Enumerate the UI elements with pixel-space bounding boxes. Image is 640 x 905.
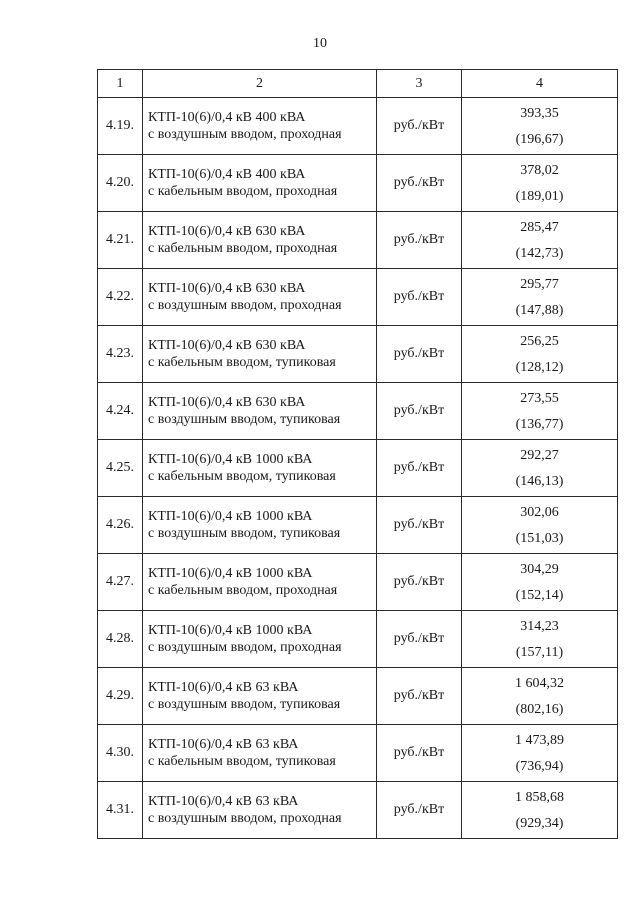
price-value: 292,27 [520, 447, 559, 463]
price-value-parenthetical: (128,12) [515, 359, 564, 375]
row-number: 4.24. [98, 383, 143, 440]
unit: руб./кВт [377, 440, 462, 497]
row-number: 4.29. [98, 668, 143, 725]
item-name-line-2: с кабельным вводом, проходная [148, 184, 338, 199]
unit: руб./кВт [377, 554, 462, 611]
item-name [143, 497, 377, 554]
item-name-line-1: КТП-10(6)/0,4 кВ 630 кВА [148, 224, 306, 239]
item-name [143, 269, 377, 326]
price-value-parenthetical: (736,94) [515, 758, 564, 774]
item-name [143, 725, 377, 782]
price-value-parenthetical: (157,11) [515, 644, 564, 660]
price-value: 256,25 [520, 333, 559, 349]
price [462, 611, 618, 668]
unit: руб./кВт [377, 155, 462, 212]
price-value-parenthetical: (142,73) [515, 245, 564, 261]
table-row [98, 269, 618, 326]
table-row [98, 98, 618, 155]
item-name-line-2: с кабельным вводом, тупиковая [148, 355, 336, 370]
item-name-line-2: с воздушным вводом, тупиковая [148, 412, 341, 427]
price-value: 1 473,89 [515, 732, 564, 748]
price-value-parenthetical: (929,34) [515, 815, 564, 831]
price [462, 326, 618, 383]
item-name-line-1: КТП-10(6)/0,4 кВ 1000 кВА [148, 509, 313, 524]
item-name-line-2: с кабельным вводом, проходная [148, 241, 338, 256]
price-value: 378,02 [520, 162, 559, 178]
column-header-2: 2 [143, 70, 377, 98]
item-name [143, 554, 377, 611]
unit: руб./кВт [377, 668, 462, 725]
price-value: 1 858,68 [515, 789, 564, 805]
price [462, 155, 618, 212]
column-header-1: 1 [98, 70, 143, 98]
item-name-line-2: с кабельным вводом, тупиковая [148, 754, 336, 769]
item-name-line-1: КТП-10(6)/0,4 кВ 63 кВА [148, 737, 299, 752]
page-number: 10 [313, 36, 327, 51]
item-name [143, 440, 377, 497]
price [462, 497, 618, 554]
unit: руб./кВт [377, 326, 462, 383]
item-name [143, 611, 377, 668]
item-name-line-1: КТП-10(6)/0,4 кВ 1000 кВА [148, 566, 313, 581]
item-name [143, 383, 377, 440]
unit: руб./кВт [377, 725, 462, 782]
price-value: 304,29 [520, 561, 559, 577]
unit: руб./кВт [377, 497, 462, 554]
row-number: 4.31. [98, 782, 143, 839]
row-number: 4.25. [98, 440, 143, 497]
item-name-line-2: с воздушным вводом, проходная [148, 640, 342, 655]
item-name [143, 668, 377, 725]
price-value: 314,23 [520, 618, 559, 634]
row-number: 4.27. [98, 554, 143, 611]
price-value: 393,35 [520, 105, 559, 121]
table-row [98, 668, 618, 725]
price-value-parenthetical: (196,67) [515, 131, 564, 147]
row-number: 4.20. [98, 155, 143, 212]
table-row [98, 383, 618, 440]
item-name [143, 212, 377, 269]
item-name-line-1: КТП-10(6)/0,4 кВ 630 кВА [148, 395, 306, 410]
tariff-table [97, 69, 618, 839]
unit: руб./кВт [377, 269, 462, 326]
item-name-line-2: с воздушным вводом, проходная [148, 298, 342, 313]
table-row [98, 155, 618, 212]
header-row [98, 70, 618, 98]
row-number: 4.30. [98, 725, 143, 782]
item-name-line-2: с кабельным вводом, проходная [148, 583, 338, 598]
row-number: 4.28. [98, 611, 143, 668]
price-value: 1 604,32 [515, 675, 564, 691]
item-name-line-1: КТП-10(6)/0,4 кВ 1000 кВА [148, 452, 313, 467]
price-value: 273,55 [520, 390, 559, 406]
unit: руб./кВт [377, 383, 462, 440]
price-value-parenthetical: (136,77) [515, 416, 564, 432]
price-value: 302,06 [520, 504, 559, 520]
table-row [98, 326, 618, 383]
price-value: 285,47 [520, 219, 559, 235]
table-row [98, 212, 618, 269]
row-number: 4.21. [98, 212, 143, 269]
price [462, 269, 618, 326]
price [462, 212, 618, 269]
column-header-4: 4 [462, 70, 618, 98]
price-value-parenthetical: (146,13) [515, 473, 564, 489]
table-row [98, 782, 618, 839]
unit: руб./кВт [377, 611, 462, 668]
row-number: 4.22. [98, 269, 143, 326]
item-name [143, 155, 377, 212]
price [462, 725, 618, 782]
item-name-line-1: КТП-10(6)/0,4 кВ 63 кВА [148, 794, 299, 809]
price-value-parenthetical: (802,16) [515, 701, 564, 717]
price [462, 782, 618, 839]
table-row [98, 497, 618, 554]
item-name-line-2: с воздушным вводом, проходная [148, 127, 342, 142]
price [462, 383, 618, 440]
item-name-line-2: с кабельным вводом, тупиковая [148, 469, 336, 484]
price [462, 98, 618, 155]
item-name-line-1: КТП-10(6)/0,4 кВ 630 кВА [148, 338, 306, 353]
row-number: 4.26. [98, 497, 143, 554]
item-name [143, 98, 377, 155]
item-name-line-1: КТП-10(6)/0,4 кВ 400 кВА [148, 110, 306, 125]
item-name-line-1: КТП-10(6)/0,4 кВ 400 кВА [148, 167, 306, 182]
item-name-line-1: КТП-10(6)/0,4 кВ 1000 кВА [148, 623, 313, 638]
unit: руб./кВт [377, 212, 462, 269]
table-row [98, 554, 618, 611]
price [462, 440, 618, 497]
item-name [143, 782, 377, 839]
column-header-3: 3 [377, 70, 462, 98]
price [462, 668, 618, 725]
item-name [143, 326, 377, 383]
row-number: 4.19. [98, 98, 143, 155]
item-name-line-2: с воздушным вводом, проходная [148, 811, 342, 826]
item-name-line-2: с воздушным вводом, тупиковая [148, 526, 341, 541]
table-row [98, 440, 618, 497]
price-value-parenthetical: (152,14) [515, 587, 564, 603]
unit: руб./кВт [377, 98, 462, 155]
price-value-parenthetical: (189,01) [515, 188, 564, 204]
row-number: 4.23. [98, 326, 143, 383]
price-value: 295,77 [520, 276, 559, 292]
price [462, 554, 618, 611]
item-name-line-2: с воздушным вводом, тупиковая [148, 697, 341, 712]
item-name-line-1: КТП-10(6)/0,4 кВ 630 кВА [148, 281, 306, 296]
price-value-parenthetical: (147,88) [515, 302, 564, 318]
table-row [98, 725, 618, 782]
unit: руб./кВт [377, 782, 462, 839]
table-row [98, 611, 618, 668]
item-name-line-1: КТП-10(6)/0,4 кВ 63 кВА [148, 680, 299, 695]
price-value-parenthetical: (151,03) [515, 530, 564, 546]
